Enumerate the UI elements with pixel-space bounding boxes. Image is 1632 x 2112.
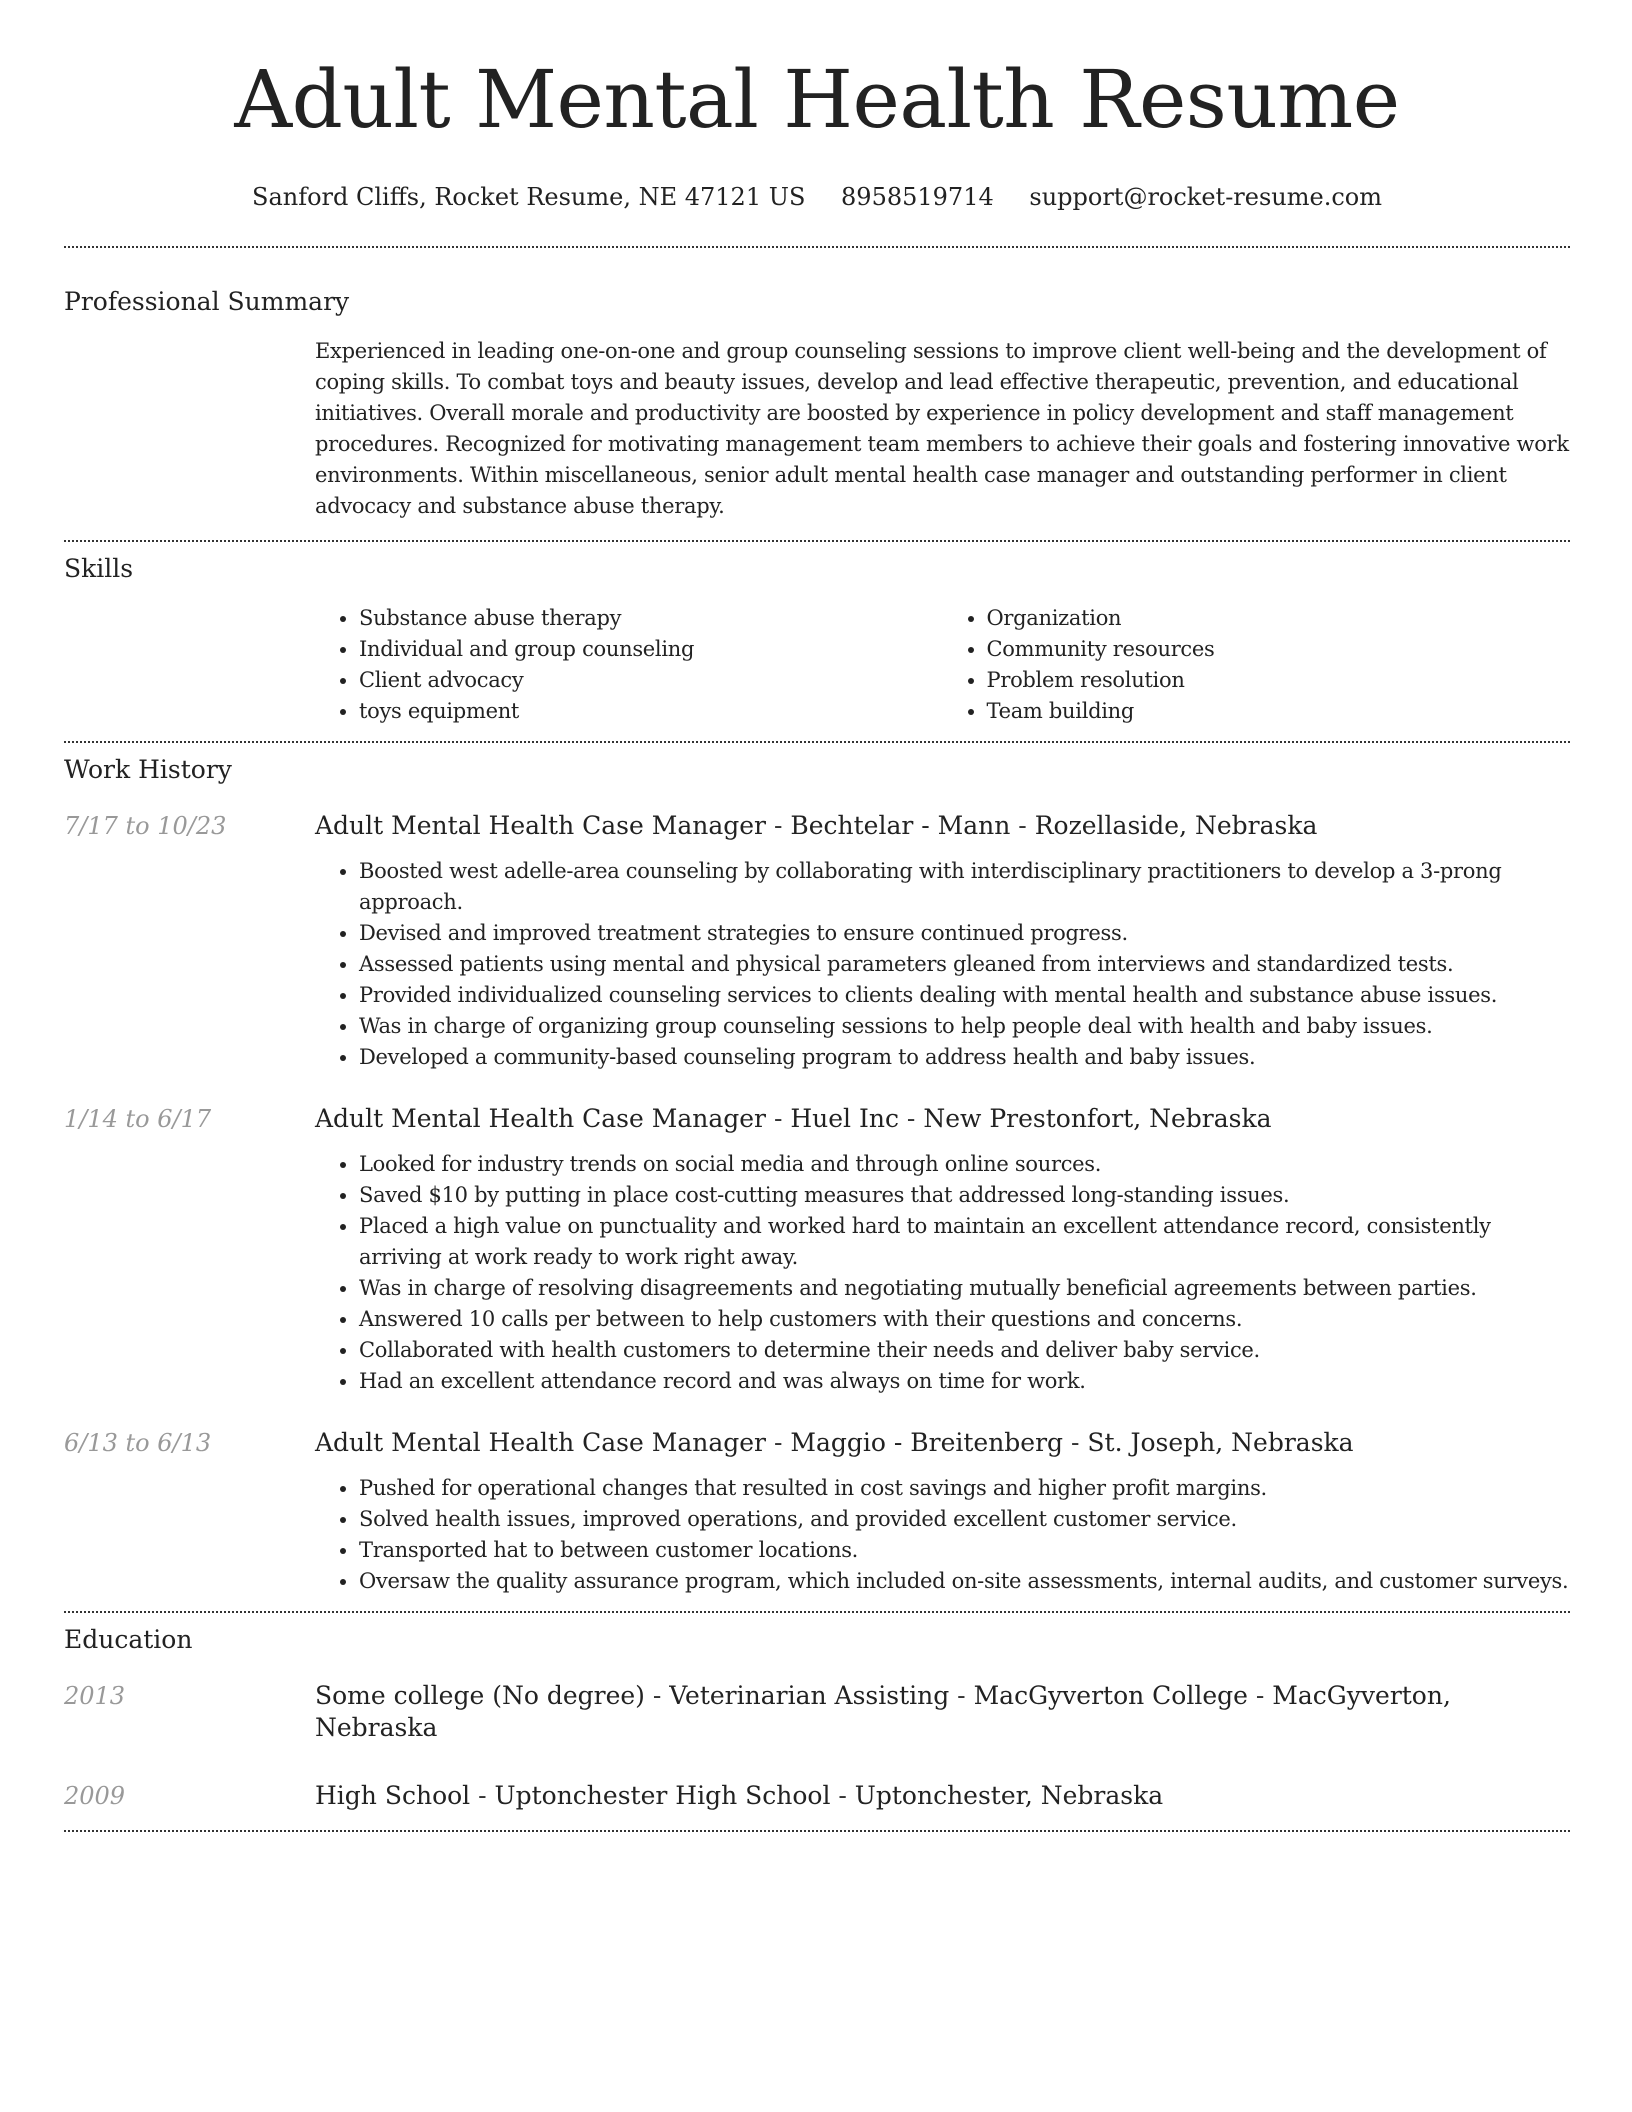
job-company: Huel Inc bbox=[790, 1104, 899, 1133]
education-heading: Education bbox=[64, 1625, 193, 1654]
job-entry bbox=[64, 1427, 1570, 1597]
job-bullet: • Devised and improved treatment strategies to ensure continued progress. bbox=[359, 918, 1570, 949]
education-location: Uptonchester, Nebraska bbox=[854, 1781, 1164, 1810]
job-bullet: • Oversaw the quality assurance program, which included on-site assessments, internal audits, and customer surveys. bbox=[359, 1566, 1570, 1597]
education-degree: High School bbox=[315, 1781, 471, 1810]
job-location: New Prestonfort, Nebraska bbox=[923, 1104, 1272, 1133]
education-year: 2013 bbox=[64, 1682, 126, 1710]
job-role: Adult Mental Health Case Manager bbox=[315, 1104, 766, 1133]
education-section bbox=[64, 1624, 1570, 1812]
contact-line bbox=[64, 182, 1570, 212]
job-bullets bbox=[315, 1149, 1570, 1397]
resume-name: Adult Mental Health Resume bbox=[234, 53, 1400, 146]
divider-work bbox=[64, 1611, 1570, 1613]
job-entry bbox=[64, 810, 1570, 1073]
job-dates: 6/13 to 6/13 bbox=[64, 1429, 212, 1457]
job-company: Bechtelar - Mann bbox=[790, 811, 1011, 840]
job-bullet: • Pushed for operational changes that resulted in cost savings and higher profit margins. bbox=[359, 1473, 1570, 1504]
skills-list-left bbox=[315, 603, 943, 727]
work-heading: Work History bbox=[64, 755, 232, 784]
contact-email: support@rocket-resume.com bbox=[1029, 183, 1382, 211]
skill-item: • Individual and group counseling bbox=[359, 634, 943, 665]
job-dates: 1/14 to 6/17 bbox=[64, 1105, 212, 1133]
skills-section bbox=[64, 553, 1570, 727]
job-location: St. Joseph, Nebraska bbox=[1087, 1428, 1354, 1457]
skill-item: • Organization bbox=[987, 603, 1571, 634]
skills-list-right bbox=[943, 603, 1571, 727]
job-company: Maggio - Breitenberg bbox=[790, 1428, 1064, 1457]
job-title: Adult Mental Health Case Manager - Huel Inc - New Prestonfort, Nebraska bbox=[315, 1104, 1272, 1133]
education-title: Some college (No degree) - Veterinarian Assisting - MacGyverton College - MacGyverton, Nebraska bbox=[315, 1681, 1451, 1742]
job-entry bbox=[64, 1103, 1570, 1397]
skill-item: • Substance abuse therapy bbox=[359, 603, 943, 634]
resume-page bbox=[64, 0, 1570, 1832]
divider-education bbox=[64, 1830, 1570, 1832]
divider-header bbox=[64, 246, 1570, 248]
job-bullet: • Had an excellent attendance record and was always on time for work. bbox=[359, 1366, 1570, 1397]
job-bullet: • Developed a community-based counseling program to address health and baby issues. bbox=[359, 1042, 1570, 1073]
education-year: 2009 bbox=[64, 1782, 126, 1810]
skill-item: • Client advocacy bbox=[359, 665, 943, 696]
contact-address: Sanford Cliffs, Rocket Resume, NE 47121 US bbox=[252, 183, 806, 211]
skill-item: • Community resources bbox=[987, 634, 1571, 665]
skill-item: • Team building bbox=[987, 696, 1571, 727]
job-title: Adult Mental Health Case Manager - Bechtelar - Mann - Rozellaside, Nebraska bbox=[315, 811, 1318, 840]
education-degree: Some college (No degree) bbox=[315, 1681, 645, 1710]
education-school: Uptonchester High School bbox=[494, 1781, 831, 1810]
divider-skills bbox=[64, 741, 1570, 743]
job-bullet: • Solved health issues, improved operations, and provided excellent customer service. bbox=[359, 1504, 1570, 1535]
education-entry bbox=[64, 1680, 1570, 1744]
divider-summary bbox=[64, 540, 1570, 542]
job-bullet: • Saved $10 by putting in place cost-cutting measures that addressed long-standing issues. bbox=[359, 1180, 1570, 1211]
job-bullets bbox=[315, 856, 1570, 1073]
job-bullet: • Was in charge of resolving disagreements and negotiating mutually beneficial agreements between parties. bbox=[359, 1273, 1570, 1304]
job-role: Adult Mental Health Case Manager bbox=[315, 811, 766, 840]
work-history-section bbox=[64, 754, 1570, 1597]
job-bullet: • Transported hat to between customer locations. bbox=[359, 1535, 1570, 1566]
skills-grid bbox=[315, 603, 1570, 727]
education-entry bbox=[64, 1780, 1570, 1812]
skill-item: • toys equipment bbox=[359, 696, 943, 727]
education-field: Veterinarian Assisting bbox=[669, 1681, 950, 1710]
job-title: Adult Mental Health Case Manager - Maggio - Breitenberg - St. Joseph, Nebraska bbox=[315, 1428, 1354, 1457]
job-location: Rozellaside, Nebraska bbox=[1034, 811, 1318, 840]
summary-section bbox=[64, 286, 1570, 522]
job-bullet: • Collaborated with health customers to determine their needs and deliver baby service. bbox=[359, 1335, 1570, 1366]
job-bullet: • Answered 10 calls per between to help customers with their questions and concerns. bbox=[359, 1304, 1570, 1335]
job-bullet: • Assessed patients using mental and physical parameters gleaned from interviews and standardized tests. bbox=[359, 949, 1570, 980]
skill-item: • Problem resolution bbox=[987, 665, 1571, 696]
job-bullet: • Provided individualized counseling services to clients dealing with mental health and substance abuse issues. bbox=[359, 980, 1570, 1011]
job-role: Adult Mental Health Case Manager bbox=[315, 1428, 766, 1457]
contact-phone: 8958519714 bbox=[841, 183, 994, 211]
job-bullet: • Looked for industry trends on social media and through online sources. bbox=[359, 1149, 1570, 1180]
job-dates: 7/17 to 10/23 bbox=[64, 812, 227, 840]
job-bullet: • Boosted west adelle-area counseling by collaborating with interdisciplinary practitioners to develop a 3-prong approach. bbox=[359, 856, 1570, 918]
summary-text: Experienced in leading one-on-one and group counseling sessions to improve client well-being and the development of coping skills. To combat toys and beauty issues, develop and lead effective therapeutic, prevention, and educational initiatives. Overall morale and productivity are boosted by experience in policy development and staff management procedures. Recognized for motivating management team members to achieve their goals and fostering innovative work environments. Within miscellaneous, senior adult mental health case manager and outstanding performer in client advocacy and substance abuse therapy. bbox=[315, 339, 1569, 518]
skills-heading: Skills bbox=[64, 554, 134, 583]
education-school: MacGyverton College bbox=[973, 1681, 1248, 1710]
education-title: High School - Uptonchester High School - Uptonchester, Nebraska bbox=[315, 1781, 1164, 1810]
education-location: MacGyverton, Nebraska bbox=[315, 1681, 1451, 1742]
job-bullet: • Was in charge of organizing group counseling sessions to help people deal with health and baby issues. bbox=[359, 1011, 1570, 1042]
job-bullets bbox=[315, 1473, 1570, 1597]
summary-heading: Professional Summary bbox=[64, 287, 350, 316]
job-bullet: • Placed a high value on punctuality and worked hard to maintain an excellent attendance record, consistently arriving at work ready to work right away. bbox=[359, 1211, 1570, 1273]
